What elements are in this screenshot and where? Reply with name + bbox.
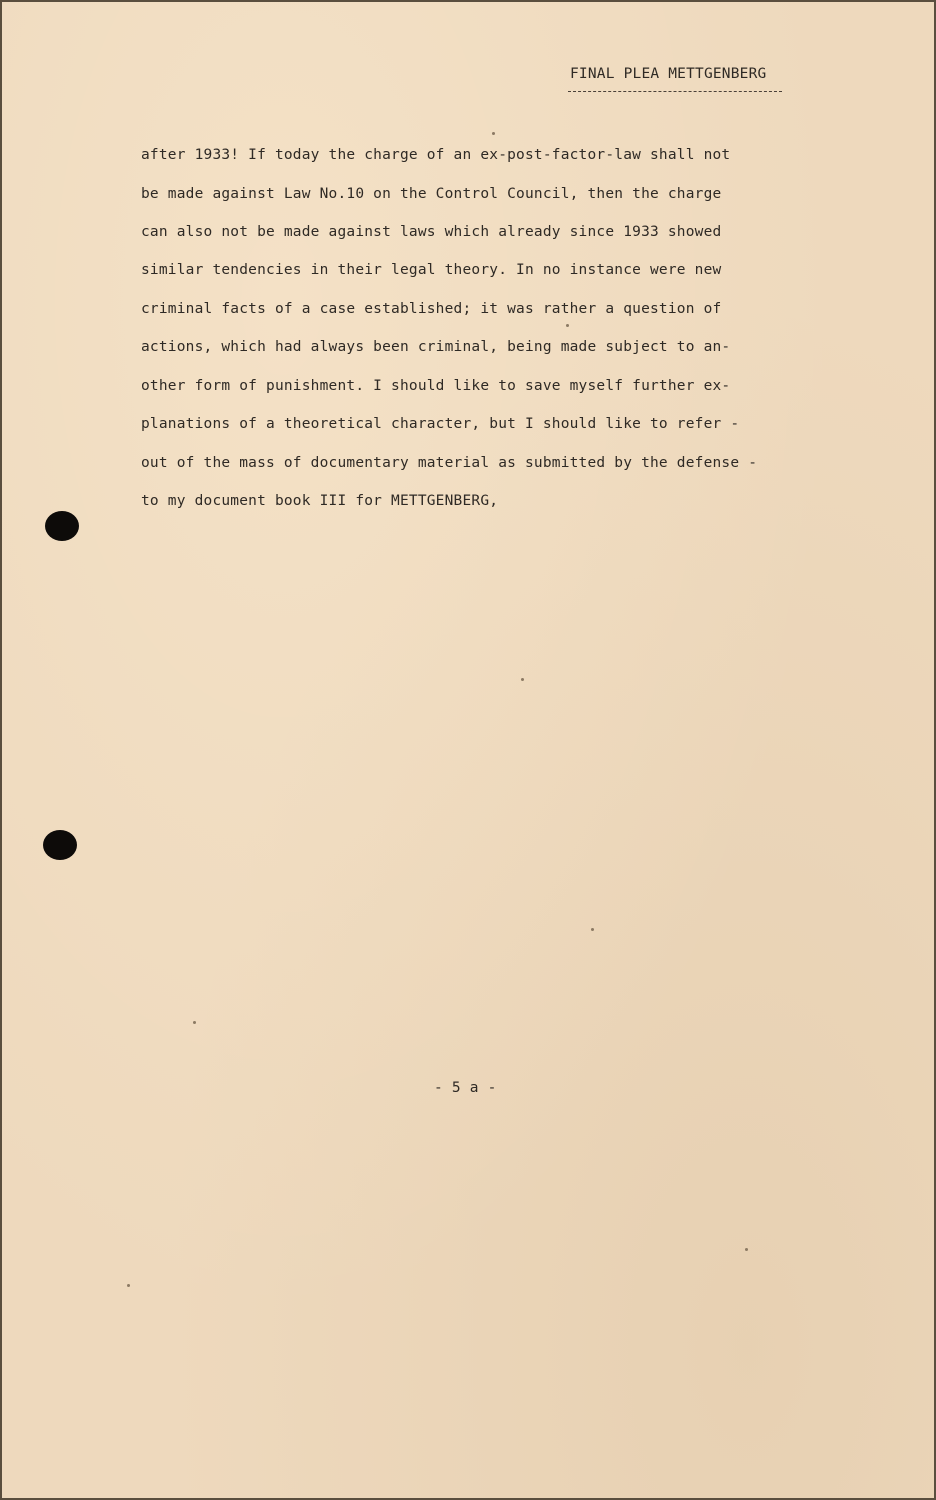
document-page xyxy=(2,2,934,1498)
body-line: similar tendencies in their legal theory. In no instance were new xyxy=(141,262,722,278)
body-line: to my document book III for METTGENBERG, xyxy=(141,493,499,509)
page-number: - 5 a - xyxy=(434,1080,497,1096)
body-line: out of the mass of documentary material as submitted by the defense - xyxy=(141,455,758,471)
body-line: after 1933! If today the charge of an ex-post-factor-law shall not xyxy=(141,147,731,163)
body-line: other form of punishment. I should like to save myself further ex- xyxy=(141,378,731,394)
body-line: planations of a theoretical character, but I should like to refer - xyxy=(141,416,740,432)
body-line: actions, which had always been criminal, being made subject to an- xyxy=(141,339,731,355)
body-line: can also not be made against laws which already since 1933 showed xyxy=(141,224,722,240)
paper-speck xyxy=(492,132,495,135)
paper-speck xyxy=(521,678,524,681)
paper-speck xyxy=(193,1021,196,1024)
paper-speck xyxy=(566,324,569,327)
paper-speck xyxy=(127,1284,130,1287)
punch-hole-top xyxy=(45,511,79,541)
paper-speck xyxy=(745,1248,748,1251)
body-line: criminal facts of a case established; it was rather a question of xyxy=(141,301,722,317)
body-line: be made against Law No.10 on the Control Council, then the charge xyxy=(141,186,722,202)
document-header-title: FINAL PLEA METTGENBERG xyxy=(570,66,767,82)
paper-speck xyxy=(591,928,594,931)
header-underline xyxy=(568,91,782,92)
punch-hole-bottom xyxy=(43,830,77,860)
